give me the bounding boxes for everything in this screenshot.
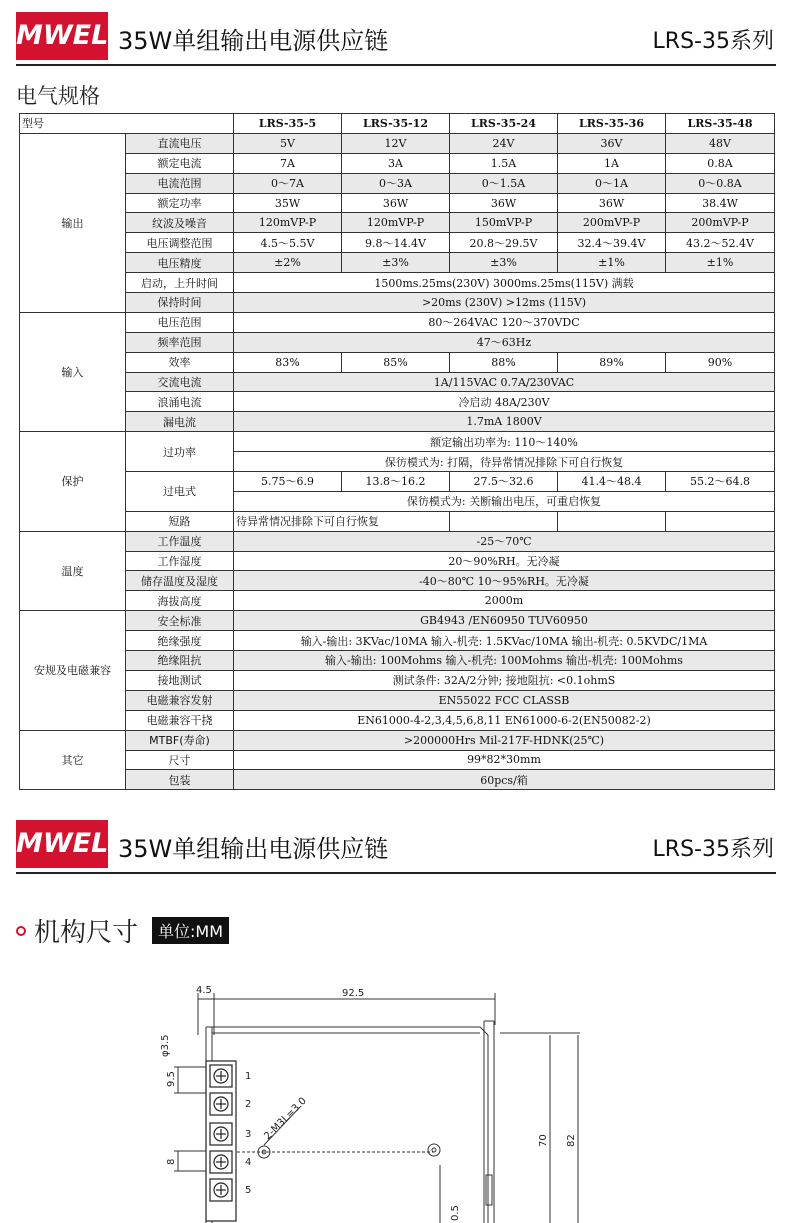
model-header: LRS-35-24 (450, 114, 558, 134)
cell: 90% (666, 352, 775, 372)
cell: 0～1A (558, 173, 666, 193)
cell: 38.4W (666, 193, 775, 213)
row-label: 过电式 (126, 472, 234, 512)
row-label: 绝缘阻抗 (126, 651, 234, 671)
table-row (20, 651, 775, 671)
cell: 保彷模式为: 关断输出电压，可重启恢复 (234, 491, 775, 511)
cell: ±1% (666, 253, 775, 273)
row-label: 额定功率 (126, 193, 234, 213)
table-row (20, 412, 775, 432)
table-row (20, 352, 775, 372)
cell: 41.4～48.4 (558, 472, 666, 492)
row-label: 工作温度 (126, 531, 234, 551)
mechanical-heading (16, 912, 229, 949)
dim-label: 0.5 (450, 1205, 461, 1221)
row-label: 交流电流 (126, 372, 234, 392)
cell: 输入-输出: 3KVac/10MA 输入-机壳: 1.5KVac/10MA 输出-机壳: 0.5KVDC/1MA (234, 631, 775, 651)
cell (450, 511, 558, 531)
cell: 48V (666, 133, 775, 153)
model-header: LRS-35-5 (234, 114, 342, 134)
cell: 20～90%RH。无冷凝 (234, 551, 775, 571)
cell: 80～264VAC 120～370VDC (234, 312, 775, 332)
model-header: LRS-35-36 (558, 114, 666, 134)
cell: 43.2～52.4V (666, 233, 775, 253)
cell: ±3% (342, 253, 450, 273)
model-label: 型号 (20, 114, 234, 134)
cell: 输入-输出: 100Mohms 输入-机壳: 100Mohms 输出-机壳: 100Mohms (234, 651, 775, 671)
cell: 1.5A (450, 153, 558, 173)
table-row (20, 750, 775, 770)
brand-logo: MWEL (16, 12, 108, 60)
cell (558, 511, 666, 531)
table-row (20, 690, 775, 710)
dim-label: 82 (566, 1134, 577, 1147)
cell: 89% (558, 352, 666, 372)
category-input: 输入 (20, 312, 126, 431)
row-label: 直流电压 (126, 133, 234, 153)
model-header: LRS-35-48 (666, 114, 775, 134)
banner-divider (16, 872, 776, 874)
table-row (20, 670, 775, 690)
cell: 测试条件: 32A/2分钟; 接地阻抗: <0.1ohmS (234, 670, 775, 690)
row-label: 电磁兼容发射 (126, 690, 234, 710)
cell: 200mVP-P (558, 213, 666, 233)
terminal-label: 3 (245, 1129, 252, 1140)
cell: 47～63Hz (234, 332, 775, 352)
cell: 120mVP-P (342, 213, 450, 233)
table-row (20, 233, 775, 253)
cell: 保彷模式为: 打隔，待异常情况排除下可自行恢复 (234, 452, 775, 472)
cell: 88% (450, 352, 558, 372)
table-row (20, 631, 775, 651)
cell: 99*82*30mm (234, 750, 775, 770)
mechanical-title: 机构尺寸 (34, 918, 139, 948)
cell: 27.5～32.6 (450, 472, 558, 492)
cell: 9.8～14.4V (342, 233, 450, 253)
table-row (20, 611, 775, 631)
table-row (20, 432, 775, 452)
cell: -40～80℃ 10～95%RH。无冷凝 (234, 571, 775, 591)
cell: EN61000-4-2,3,4,5,6,8,11 EN61000-6-2(EN50082-2) (234, 710, 775, 730)
table-row (20, 591, 775, 611)
cell: 60pcs/箱 (234, 770, 775, 790)
cell: -25～70℃ (234, 531, 775, 551)
row-label: 启动，上升时间 (126, 273, 234, 293)
table-row (20, 293, 775, 313)
table-row (20, 770, 775, 790)
banner-divider (16, 64, 776, 66)
dim-label: 70 (538, 1134, 549, 1147)
dim-label: 2-M3L=3.0 (262, 1095, 309, 1143)
mechanical-drawing (150, 975, 610, 1223)
row-label: 安全标准 (126, 611, 234, 631)
row-label: 海拔高度 (126, 591, 234, 611)
terminal-label: 1 (245, 1071, 252, 1082)
table-row (20, 372, 775, 392)
section-title: 电气规格 (16, 84, 100, 108)
terminal-label: 5 (245, 1185, 252, 1196)
cell: 3A (342, 153, 450, 173)
cell: 5V (234, 133, 342, 153)
row-label: 电流范围 (126, 173, 234, 193)
banner-series: LRS-35系列 (652, 837, 774, 862)
row-label: 电磁兼容干挠 (126, 710, 234, 730)
cell: 0.8A (666, 153, 775, 173)
table-row (20, 710, 775, 730)
dim-label: 8 (166, 1158, 177, 1165)
dim-label: φ3.5 (160, 1034, 171, 1057)
row-label: 额定电流 (126, 153, 234, 173)
row-label: 电压精度 (126, 253, 234, 273)
cell: 1A (558, 153, 666, 173)
cell (666, 511, 775, 531)
table-row (20, 173, 775, 193)
header-banner (16, 12, 776, 68)
cell: 32.4～39.4V (558, 233, 666, 253)
cell: 20.8～29.5V (450, 233, 558, 253)
cell: 24V (450, 133, 558, 153)
row-label: 浪涌电流 (126, 392, 234, 412)
category-temperature: 温度 (20, 531, 126, 611)
table-row (20, 571, 775, 591)
category-protection: 保护 (20, 432, 126, 531)
row-label: 工作湿度 (126, 551, 234, 571)
cell: GB4943 /EN60950 TUV60950 (234, 611, 775, 631)
table-row (20, 472, 775, 492)
row-label: 包装 (126, 770, 234, 790)
cell: 1.7mA 1800V (234, 412, 775, 432)
table-row (20, 551, 775, 571)
dim-label: 92.5 (342, 988, 365, 999)
cell: 13.8～16.2 (342, 472, 450, 492)
row-label: 电压范围 (126, 312, 234, 332)
header-banner-2 (16, 820, 776, 876)
banner-title: 35W单组输出电源供应链 (118, 27, 389, 55)
banner-title: 35W单组输出电源供应链 (118, 835, 389, 863)
row-label: 绝缘强度 (126, 631, 234, 651)
cell: 冷启动 48A/230V (234, 392, 775, 412)
table-row (20, 531, 775, 551)
table-row (20, 133, 775, 153)
row-label: MTBF(寿命) (126, 730, 234, 750)
cell: >200000Hrs Mil-217F-HDNK(25℃) (234, 730, 775, 750)
table-row (20, 213, 775, 233)
row-label: 尺寸 (126, 750, 234, 770)
table-row (20, 312, 775, 332)
row-label: 短路 (126, 511, 234, 531)
cell: ±2% (234, 253, 342, 273)
cell: 36V (558, 133, 666, 153)
table-row (20, 273, 775, 293)
table-row (20, 253, 775, 273)
cell: 1A/115VAC 0.7A/230VAC (234, 372, 775, 392)
table-row (20, 511, 775, 531)
cell: 120mVP-P (234, 213, 342, 233)
cell: ±3% (450, 253, 558, 273)
cell: 55.2～64.8 (666, 472, 775, 492)
table-row (20, 392, 775, 412)
cell: 1500ms.25ms(230V) 3000ms.25ms(115V) 满载 (234, 273, 775, 293)
cell: ±1% (558, 253, 666, 273)
row-label: 漏电流 (126, 412, 234, 432)
bullet-icon (16, 926, 26, 936)
table-row (20, 730, 775, 750)
row-label: 频率范围 (126, 332, 234, 352)
table-row (20, 193, 775, 213)
unit-badge: 单位:MM (152, 917, 229, 944)
cell: 36W (342, 193, 450, 213)
category-safety: 安规及电磁兼容 (20, 611, 126, 730)
row-label: 过功率 (126, 432, 234, 472)
row-label: 效率 (126, 352, 234, 372)
row-label: 纹波及噪音 (126, 213, 234, 233)
table-row (20, 332, 775, 352)
cell: 36W (558, 193, 666, 213)
table-row (20, 114, 775, 134)
cell: >20ms (230V) >12ms (115V) (234, 293, 775, 313)
cell: 83% (234, 352, 342, 372)
cell: 150mVP-P (450, 213, 558, 233)
row-label: 接地测试 (126, 670, 234, 690)
dim-label: 4.5 (196, 985, 212, 996)
cell: 2000m (234, 591, 775, 611)
terminal-label: 4 (245, 1157, 252, 1168)
model-header: LRS-35-12 (342, 114, 450, 134)
cell: 待异常情况排除下可自行恢复 (234, 511, 450, 531)
spec-table (19, 113, 775, 790)
row-label: 保持时间 (126, 293, 234, 313)
cell: 4.5～5.5V (234, 233, 342, 253)
cell: 7A (234, 153, 342, 173)
cell: 0～3A (342, 173, 450, 193)
cell: 12V (342, 133, 450, 153)
cell: 85% (342, 352, 450, 372)
cell: 0～1.5A (450, 173, 558, 193)
banner-series: LRS-35系列 (652, 29, 774, 54)
cell: 36W (450, 193, 558, 213)
brand-logo: MWEL (16, 820, 108, 868)
cell: 35W (234, 193, 342, 213)
cell: 0～7A (234, 173, 342, 193)
cell: 5.75～6.9 (234, 472, 342, 492)
category-output: 输出 (20, 133, 126, 312)
terminal-label: 2 (245, 1099, 252, 1110)
dim-label: 9.5 (166, 1071, 177, 1087)
table-row (20, 153, 775, 173)
cell: EN55022 FCC CLASSB (234, 690, 775, 710)
cell: 额定输出功率为: 110～140% (234, 432, 775, 452)
cell: 200mVP-P (666, 213, 775, 233)
row-label: 储存温度及湿度 (126, 571, 234, 591)
cell: 0～0.8A (666, 173, 775, 193)
row-label: 电压调整范围 (126, 233, 234, 253)
category-other: 其它 (20, 730, 126, 790)
